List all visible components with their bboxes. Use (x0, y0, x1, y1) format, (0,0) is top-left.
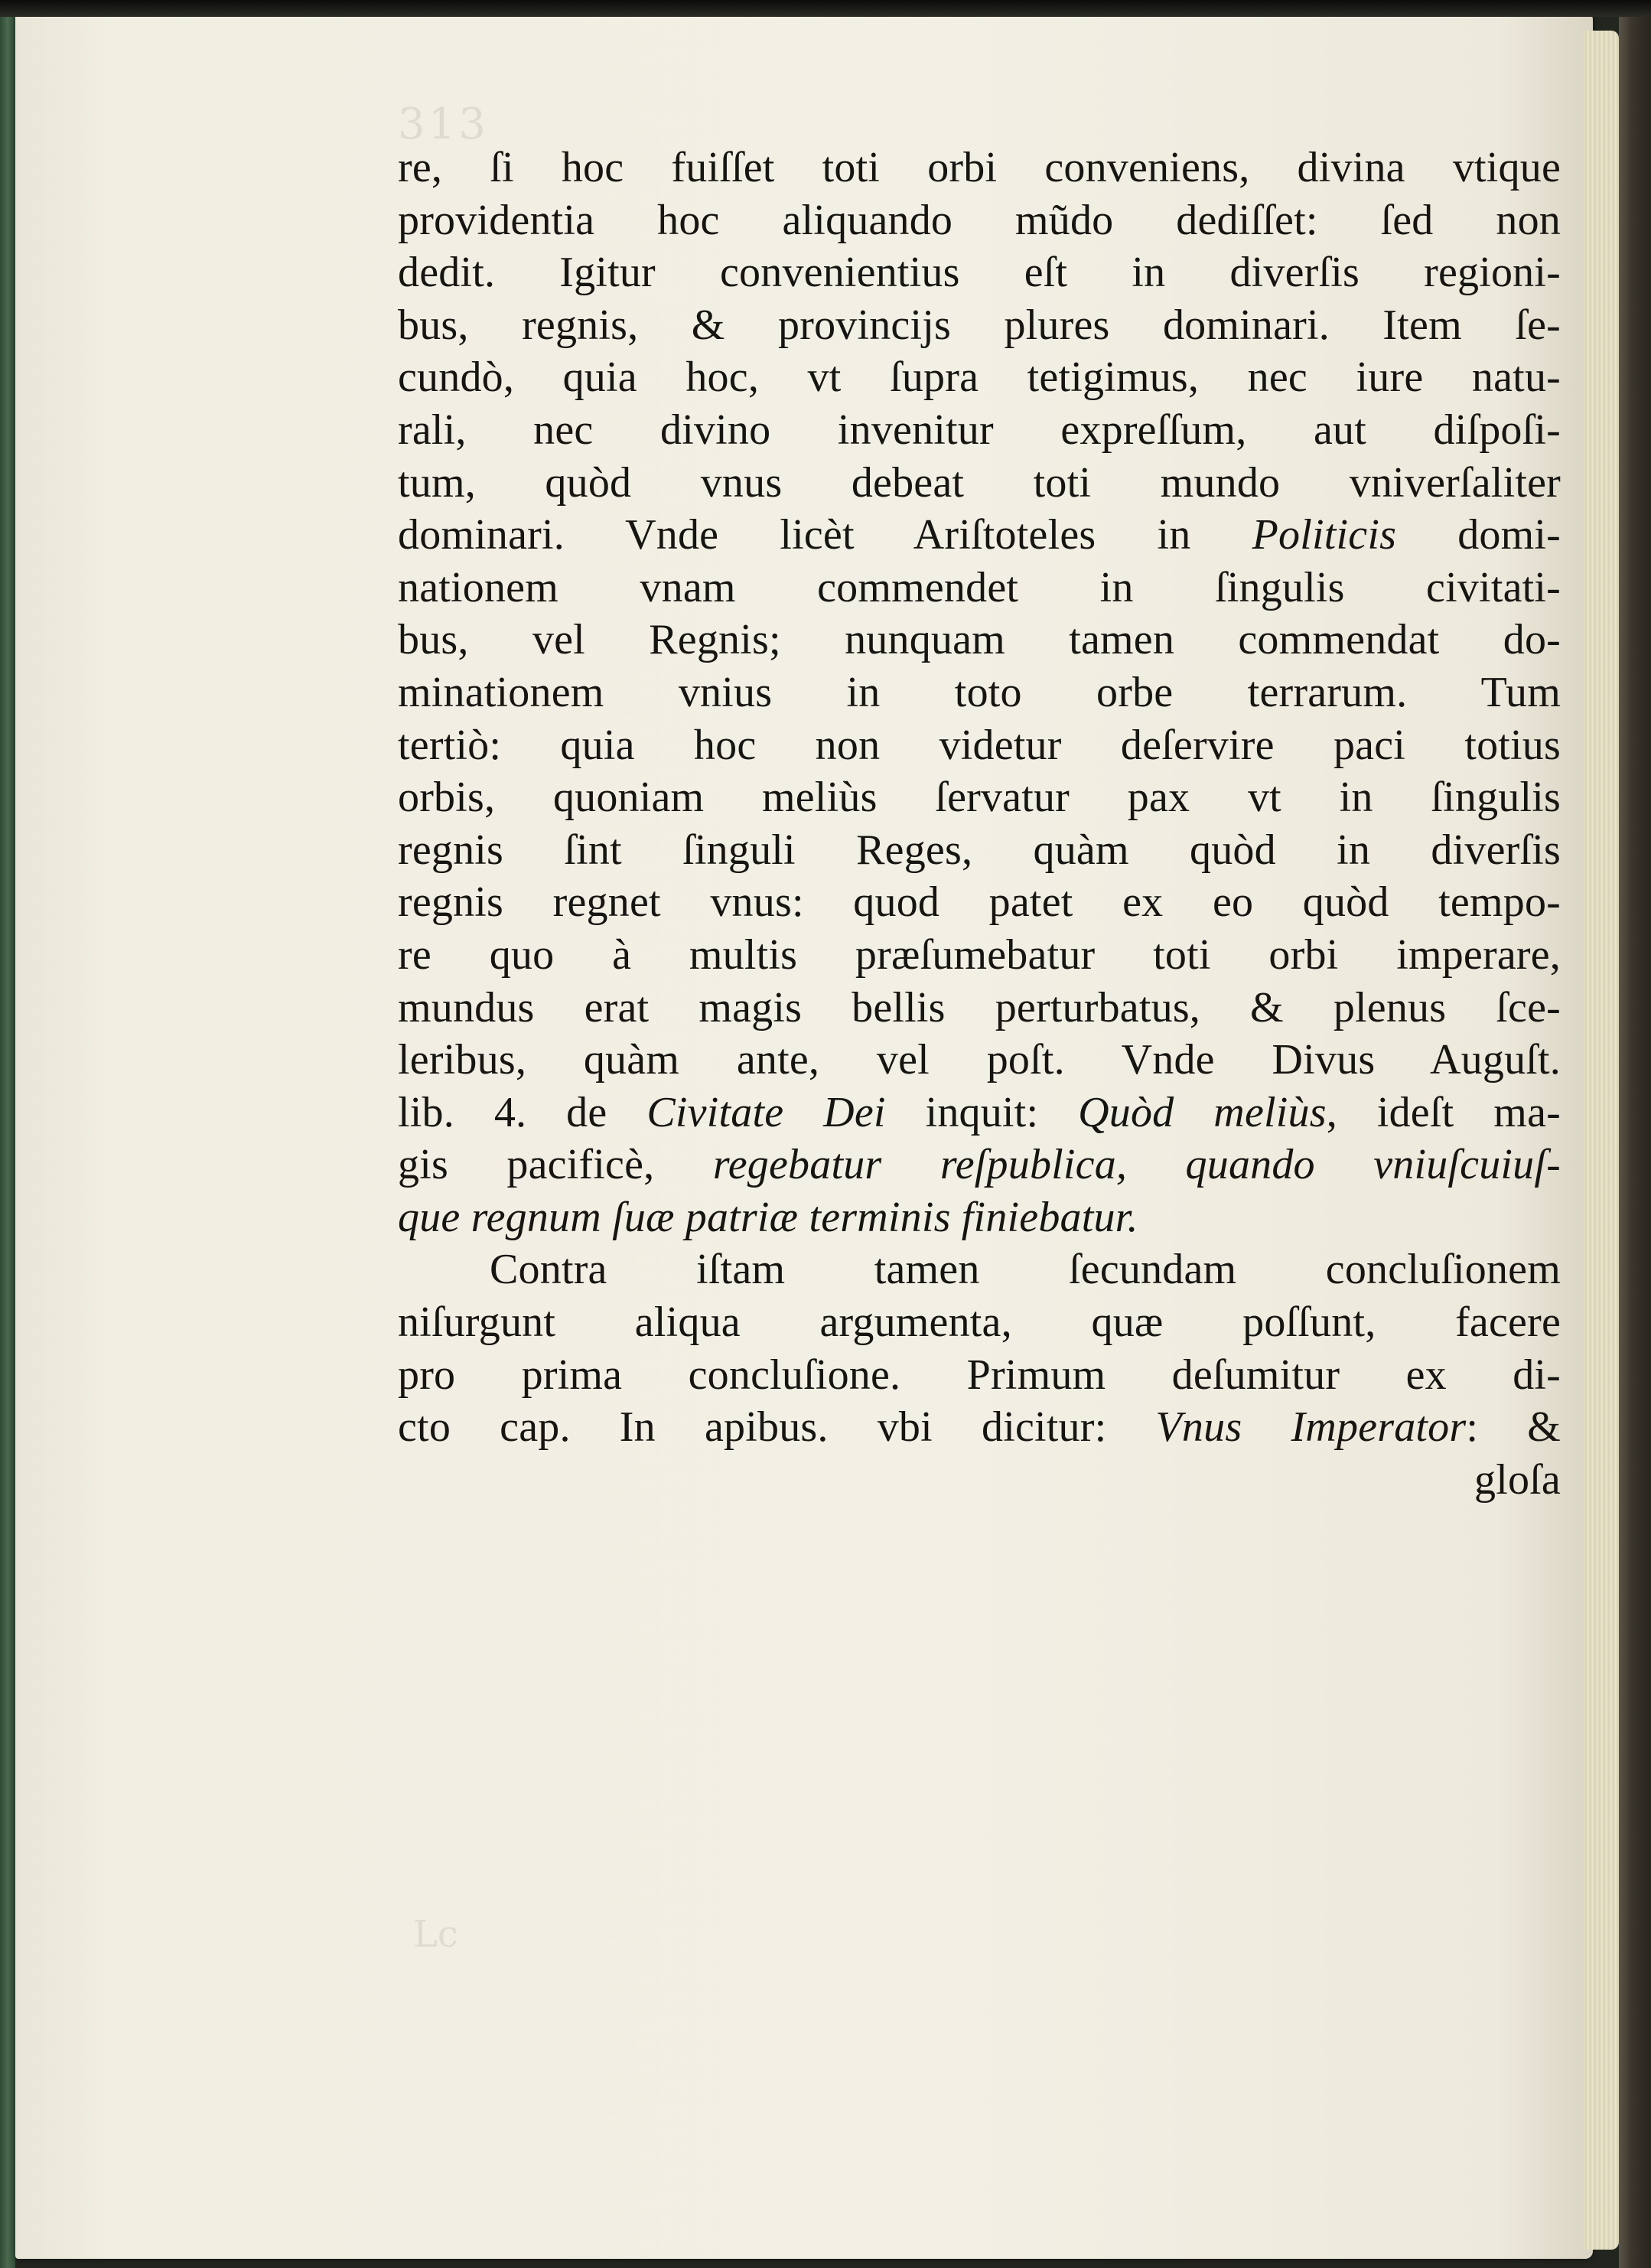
italic-text: Civitate Dei (646, 1088, 886, 1136)
text-line (398, 194, 1561, 247)
text-line (398, 1401, 1561, 1454)
roman-text: orbis, quoniam meliùs ſervatur pax vt in ſingulis (398, 774, 1561, 822)
roman-text: tertiò: quia hoc non videtur deſervire paci totius (398, 721, 1561, 769)
roman-text: niſurgunt aliqua argumenta, quæ poſſunt, facere (398, 1299, 1561, 1347)
scan-top-edge (0, 0, 1651, 17)
roman-text: inquit: (885, 1088, 1079, 1136)
text-line (398, 351, 1561, 404)
text-line (398, 1454, 1561, 1507)
roman-text: pro prima concluſione. Primum deſumitur ex di- (398, 1351, 1561, 1399)
text-line (398, 1191, 1561, 1244)
text-line (398, 1034, 1561, 1087)
text-line (398, 876, 1561, 929)
roman-text: providentia hoc aliquando mũdo dediſſet: ſed non (398, 196, 1561, 244)
roman-text: cundò, quia hoc, vt ſupra tetigimus, nec iure natu- (398, 354, 1561, 402)
book-binding (0, 0, 15, 2268)
roman-text: re quo à multis præſumebatur toti orbi imperare, (398, 930, 1561, 979)
roman-text: cto cap. In apibus. vbi dicitur: (398, 1403, 1156, 1452)
roman-text: rali, nec divino invenitur expreſſum, aut diſpoſi- (398, 406, 1561, 454)
text-line (398, 771, 1561, 824)
italic-text: Quòd meliùs (1078, 1088, 1327, 1136)
italic-text: regebatur reſpublica, quando vniuſcuiuſ- (712, 1141, 1561, 1189)
italic-text: Vnus Imperator (1155, 1403, 1467, 1452)
roman-text: bus, regnis, & provincijs plures dominari. Item ſe- (398, 301, 1561, 349)
text-line (398, 562, 1561, 614)
roman-text: gis pacificè, (398, 1141, 713, 1189)
text-line (398, 1087, 1561, 1139)
text-line (398, 457, 1561, 510)
text-line (398, 666, 1561, 719)
text-line (398, 982, 1561, 1035)
roman-text: nationem vnam commendet in ſingulis civitati- (398, 563, 1561, 611)
roman-text: bus, vel Regnis; nunquam tamen commendat do- (398, 616, 1561, 664)
text-line (398, 929, 1561, 982)
text-line (398, 142, 1561, 194)
bleed-through-page-number: 313 (398, 99, 489, 149)
text-line (398, 1139, 1561, 1191)
italic-text: que regnum ſuæ patriæ terminis finiebatur. (398, 1193, 1138, 1241)
roman-text: , ideſt ma- (1326, 1088, 1561, 1136)
roman-text: dominari. Vnde licèt Ariſtoteles in (398, 511, 1252, 559)
text-line (398, 1349, 1561, 1402)
bleed-through-footer: Lc (413, 1913, 458, 1956)
italic-text: Politicis (1252, 511, 1397, 559)
roman-text: regnis ſint ſinguli Reges, quàm quòd in diverſis (398, 826, 1561, 874)
text-line (398, 614, 1561, 666)
roman-text: re, ſi hoc fuiſſet toti orbi conveniens, divina vtique (398, 144, 1561, 191)
roman-text: dedit. Igitur convenientius eſt in diverſis regioni- (398, 249, 1561, 297)
text-line (398, 1243, 1561, 1296)
text-line (398, 824, 1561, 877)
text-line (398, 1296, 1561, 1349)
roman-text: domi- (1396, 511, 1561, 559)
text-line (398, 404, 1561, 457)
roman-text: leribus, quàm ante, vel poſt. Vnde Divus Auguſt. (398, 1036, 1561, 1084)
roman-text: regnis regnet vnus: quod patet ex eo quòd tempo- (398, 878, 1561, 927)
roman-text: : & (1466, 1403, 1561, 1452)
book-cover-edge (1619, 0, 1651, 2268)
roman-text: mundus erat magis bellis perturbatus, & plenus ſce- (398, 983, 1561, 1031)
roman-text: tum, quòd vnus debeat toti mundo vniverſaliter (398, 458, 1561, 507)
roman-text: Contra iſtam tamen ſecundam concluſionem (490, 1246, 1561, 1294)
body-text (398, 142, 1561, 1506)
roman-text: lib. 4. de (398, 1088, 647, 1136)
text-line (398, 299, 1561, 352)
text-line (398, 246, 1561, 299)
roman-text: minationem vnius in toto orbe terrarum. Tum (398, 668, 1561, 716)
text-line (398, 509, 1561, 562)
roman-text: gloſa (1474, 1455, 1561, 1504)
page-edges (1584, 31, 1619, 2250)
text-line (398, 719, 1561, 772)
